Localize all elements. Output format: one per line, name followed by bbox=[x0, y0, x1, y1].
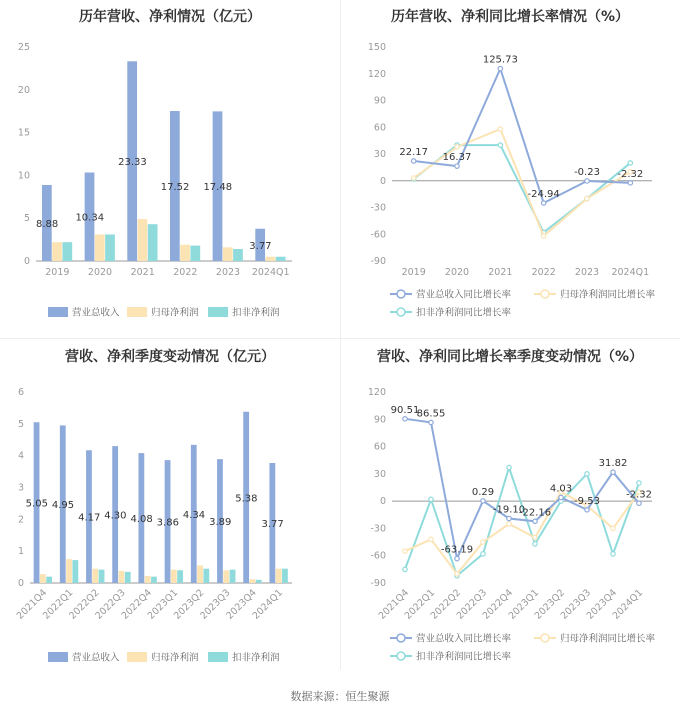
x-tick-label: 2023 bbox=[574, 267, 600, 278]
chart-svg bbox=[340, 0, 680, 338]
data-point bbox=[498, 127, 502, 131]
x-tick-label: 2022Q1 bbox=[402, 587, 438, 622]
data-point bbox=[611, 470, 615, 474]
point-value-label: -2.32 bbox=[617, 168, 644, 180]
x-tick-label: 2024Q1 bbox=[610, 587, 646, 622]
bar bbox=[180, 245, 190, 261]
legend-label: 营业总收入同比增长率 bbox=[416, 633, 512, 645]
data-point bbox=[585, 508, 589, 512]
data-point bbox=[559, 495, 563, 499]
bar-value-label: 4.95 bbox=[51, 500, 75, 512]
bar bbox=[230, 570, 236, 583]
y-tick-label: 25 bbox=[17, 42, 30, 53]
bar bbox=[223, 247, 233, 261]
legend-swatch bbox=[48, 652, 68, 662]
data-point bbox=[411, 176, 415, 180]
legend-swatch bbox=[48, 307, 68, 317]
point-value-label: 86.55 bbox=[416, 408, 446, 420]
data-point bbox=[481, 552, 485, 556]
bar bbox=[119, 571, 125, 583]
point-value-label: -2.32 bbox=[626, 489, 652, 501]
y-tick-label: -30 bbox=[370, 523, 386, 535]
x-tick-label: 2019 bbox=[45, 267, 70, 278]
bar-value-label: 4.17 bbox=[78, 512, 101, 524]
bar bbox=[197, 565, 203, 583]
legend-label: 归母净利润 bbox=[151, 307, 199, 319]
data-point bbox=[585, 196, 589, 200]
bar-value-label: 17.48 bbox=[203, 182, 233, 194]
x-tick-label: 2023Q4 bbox=[584, 587, 620, 622]
y-tick-label: 1 bbox=[17, 546, 24, 558]
data-point bbox=[429, 537, 433, 541]
bar bbox=[233, 249, 243, 261]
bar-value-label: 4.08 bbox=[130, 514, 153, 526]
y-tick-label: -60 bbox=[370, 229, 386, 241]
legend-swatch bbox=[127, 307, 147, 317]
data-point bbox=[628, 161, 632, 165]
x-tick-label: 2022Q1 bbox=[40, 587, 76, 622]
annual-growth-rate-chart bbox=[340, 0, 680, 338]
bar-value-label: 3.77 bbox=[261, 518, 284, 530]
y-tick-label: 5 bbox=[23, 213, 30, 225]
bar bbox=[276, 569, 282, 583]
chart-title: 历年营收、净利情况（亿元） bbox=[79, 9, 261, 25]
y-tick-label: 30 bbox=[373, 149, 386, 160]
bar bbox=[145, 576, 151, 583]
annual-revenue-profit-chart bbox=[0, 0, 340, 338]
horizontal-divider bbox=[0, 338, 680, 339]
bar bbox=[99, 570, 105, 583]
x-tick-label: 2020 bbox=[87, 267, 113, 278]
data-point bbox=[533, 535, 537, 539]
legend-label: 归母净利润同比增长率 bbox=[560, 633, 656, 645]
data-point bbox=[533, 519, 537, 523]
bar bbox=[177, 570, 183, 583]
series-line bbox=[405, 419, 639, 559]
bar bbox=[266, 257, 276, 261]
point-value-label: 125.73 bbox=[482, 54, 518, 66]
chart-svg bbox=[0, 340, 340, 680]
point-value-label: -24.94 bbox=[527, 188, 560, 200]
bar bbox=[148, 224, 158, 261]
x-tick-label: 2023Q2 bbox=[532, 587, 568, 622]
x-tick-label: 2024Q1 bbox=[611, 267, 650, 278]
bar bbox=[190, 246, 200, 261]
y-tick-label: 120 bbox=[367, 387, 386, 398]
point-value-label: -9.53 bbox=[574, 495, 600, 507]
data-point bbox=[455, 556, 459, 560]
legend-label: 营业总收入同比增长率 bbox=[416, 289, 512, 301]
bar bbox=[40, 574, 46, 583]
bar bbox=[95, 234, 105, 261]
y-tick-label: 0 bbox=[379, 496, 386, 508]
bar-value-label: 3.86 bbox=[156, 517, 179, 529]
data-point bbox=[637, 501, 641, 505]
data-point bbox=[403, 549, 407, 553]
y-tick-label: 5 bbox=[17, 418, 24, 430]
x-tick-label: 2019 bbox=[401, 267, 426, 278]
point-value-label: 0.29 bbox=[471, 486, 495, 498]
x-tick-label: 2022Q3 bbox=[454, 587, 490, 622]
data-point bbox=[429, 420, 433, 424]
y-tick-label: 20 bbox=[17, 84, 30, 96]
x-tick-label: 2021Q4 bbox=[376, 587, 412, 622]
x-tick-label: 2020 bbox=[444, 267, 470, 278]
bar-value-label: 5.38 bbox=[235, 493, 258, 505]
chart-svg bbox=[340, 340, 680, 680]
data-point bbox=[498, 143, 502, 147]
data-point bbox=[481, 499, 485, 503]
x-tick-label: 2021Q4 bbox=[14, 587, 50, 622]
point-value-label: 22.17 bbox=[399, 146, 428, 158]
data-point bbox=[455, 572, 459, 576]
bar-value-label: 23.33 bbox=[118, 157, 147, 169]
y-tick-label: 6 bbox=[17, 387, 24, 398]
y-tick-label: -90 bbox=[370, 578, 386, 589]
x-tick-label: 2022Q2 bbox=[67, 587, 102, 622]
data-point bbox=[403, 417, 407, 421]
y-tick-label: -90 bbox=[370, 256, 386, 267]
legend-label: 扣非净利润 bbox=[232, 652, 280, 664]
bar-value-label: 5.05 bbox=[25, 498, 48, 510]
data-point bbox=[628, 181, 632, 185]
chart-svg bbox=[0, 0, 340, 338]
y-tick-label: 15 bbox=[17, 127, 30, 139]
legend-label: 营业总收入 bbox=[72, 652, 120, 664]
point-value-label: 16.37 bbox=[442, 152, 472, 164]
data-point bbox=[507, 465, 511, 469]
y-tick-label: 60 bbox=[373, 441, 386, 453]
data-point bbox=[403, 567, 407, 571]
y-tick-label: 2 bbox=[17, 514, 24, 526]
bar bbox=[276, 257, 286, 261]
data-point bbox=[585, 179, 589, 183]
y-tick-label: 90 bbox=[373, 414, 386, 426]
y-tick-label: 0 bbox=[379, 175, 386, 187]
legend-marker bbox=[541, 634, 549, 642]
bar-value-label: 8.88 bbox=[35, 218, 59, 230]
data-point bbox=[507, 522, 511, 526]
bar bbox=[250, 579, 256, 583]
x-tick-label: 2022Q4 bbox=[480, 587, 516, 622]
point-value-label: -22.16 bbox=[518, 507, 552, 519]
x-tick-label: 2024Q1 bbox=[251, 267, 290, 278]
bar-value-label: 3.89 bbox=[209, 517, 232, 529]
point-value-label: -63.19 bbox=[440, 544, 474, 556]
y-tick-label: 150 bbox=[367, 42, 386, 53]
legend-label: 扣非净利润同比增长率 bbox=[416, 651, 512, 663]
legend-label: 营业总收入 bbox=[72, 307, 120, 319]
bar bbox=[92, 569, 98, 583]
data-point bbox=[611, 552, 615, 556]
bar-value-label: 10.34 bbox=[75, 212, 105, 224]
y-tick-label: 0 bbox=[23, 256, 30, 267]
bar bbox=[171, 570, 177, 583]
y-tick-label: -30 bbox=[370, 202, 386, 214]
data-point bbox=[455, 145, 459, 149]
legend-swatch bbox=[127, 652, 147, 662]
data-point bbox=[455, 164, 459, 168]
bar bbox=[151, 577, 157, 583]
chart-title: 营收、净利同比增长率季度变动情况（%） bbox=[376, 349, 644, 365]
legend-marker bbox=[541, 290, 549, 298]
bar-value-label: 4.34 bbox=[182, 509, 206, 521]
x-tick-label: 2022Q4 bbox=[119, 587, 155, 622]
point-value-label: 4.03 bbox=[549, 483, 573, 495]
bar-value-label: 3.77 bbox=[249, 240, 272, 252]
y-tick-label: 120 bbox=[367, 68, 386, 80]
legend-label: 归母净利润同比增长率 bbox=[560, 289, 656, 301]
data-point bbox=[611, 526, 615, 530]
x-tick-label: 2021 bbox=[130, 267, 155, 278]
data-point bbox=[533, 542, 537, 546]
data-point bbox=[411, 159, 415, 163]
data-point bbox=[498, 66, 502, 70]
x-tick-label: 2023Q3 bbox=[198, 587, 233, 622]
bar bbox=[223, 570, 229, 583]
x-tick-label: 2023Q1 bbox=[145, 587, 181, 622]
bar bbox=[203, 569, 209, 583]
bar bbox=[256, 580, 262, 583]
legend-label: 扣非净利润 bbox=[232, 307, 280, 319]
x-tick-label: 2023Q4 bbox=[224, 587, 259, 622]
data-point bbox=[585, 472, 589, 476]
x-tick-label: 2022 bbox=[531, 267, 556, 278]
data-point bbox=[637, 481, 641, 485]
legend-marker bbox=[397, 290, 405, 298]
x-tick-label: 2022 bbox=[173, 267, 198, 278]
y-tick-label: 10 bbox=[17, 170, 30, 182]
x-tick-label: 2023Q2 bbox=[171, 587, 207, 622]
legend-label: 归母净利润 bbox=[151, 652, 199, 664]
y-tick-label: 4 bbox=[17, 450, 24, 462]
legend-swatch bbox=[208, 652, 228, 662]
bar-value-label: 17.52 bbox=[160, 182, 190, 194]
bar bbox=[62, 242, 72, 261]
legend-swatch bbox=[208, 307, 228, 317]
y-tick-label: 60 bbox=[373, 122, 386, 134]
bar bbox=[105, 234, 115, 261]
y-tick-label: 0 bbox=[17, 578, 24, 589]
x-tick-label: 2022Q3 bbox=[93, 587, 128, 622]
bar bbox=[138, 219, 148, 261]
bar bbox=[282, 569, 288, 583]
x-tick-label: 2024Q1 bbox=[250, 587, 286, 622]
chart-title: 历年营收、净利同比增长率情况（%） bbox=[390, 9, 630, 25]
quarterly-revenue-profit-chart bbox=[0, 340, 340, 680]
series-line bbox=[414, 129, 631, 236]
point-value-label: 31.82 bbox=[598, 458, 628, 470]
legend-marker bbox=[397, 308, 405, 316]
bar bbox=[52, 242, 62, 261]
x-tick-label: 2021 bbox=[488, 267, 513, 278]
data-point bbox=[507, 516, 511, 520]
point-value-label: -0.23 bbox=[574, 166, 600, 178]
x-tick-label: 2023Q3 bbox=[558, 587, 594, 622]
data-point bbox=[481, 540, 485, 544]
legend-marker bbox=[397, 634, 405, 642]
data-point bbox=[541, 234, 545, 238]
data-point bbox=[429, 497, 433, 501]
bar bbox=[72, 560, 78, 583]
x-tick-label: 2023 bbox=[215, 267, 241, 278]
data-point bbox=[541, 201, 545, 205]
data-source-note: 数据来源：恒生聚源 bbox=[290, 690, 390, 703]
y-tick-label: 90 bbox=[373, 95, 386, 107]
quarterly-growth-rate-chart bbox=[340, 340, 680, 680]
legend-marker bbox=[397, 652, 405, 660]
bar bbox=[46, 577, 52, 583]
point-value-label: -19.10 bbox=[492, 504, 526, 516]
point-value-label: 90.51 bbox=[390, 404, 420, 416]
y-tick-label: 30 bbox=[373, 468, 386, 480]
legend-label: 扣非净利润同比增长率 bbox=[416, 307, 512, 319]
x-tick-label: 2023Q1 bbox=[506, 587, 542, 622]
bar bbox=[66, 559, 72, 583]
bar-value-label: 4.30 bbox=[104, 510, 127, 522]
x-tick-label: 2022Q2 bbox=[428, 587, 464, 622]
y-tick-label: 3 bbox=[17, 482, 24, 494]
y-tick-label: -60 bbox=[370, 550, 386, 562]
chart-title: 营收、净利季度变动情况（亿元） bbox=[65, 349, 275, 365]
bar bbox=[125, 572, 131, 583]
